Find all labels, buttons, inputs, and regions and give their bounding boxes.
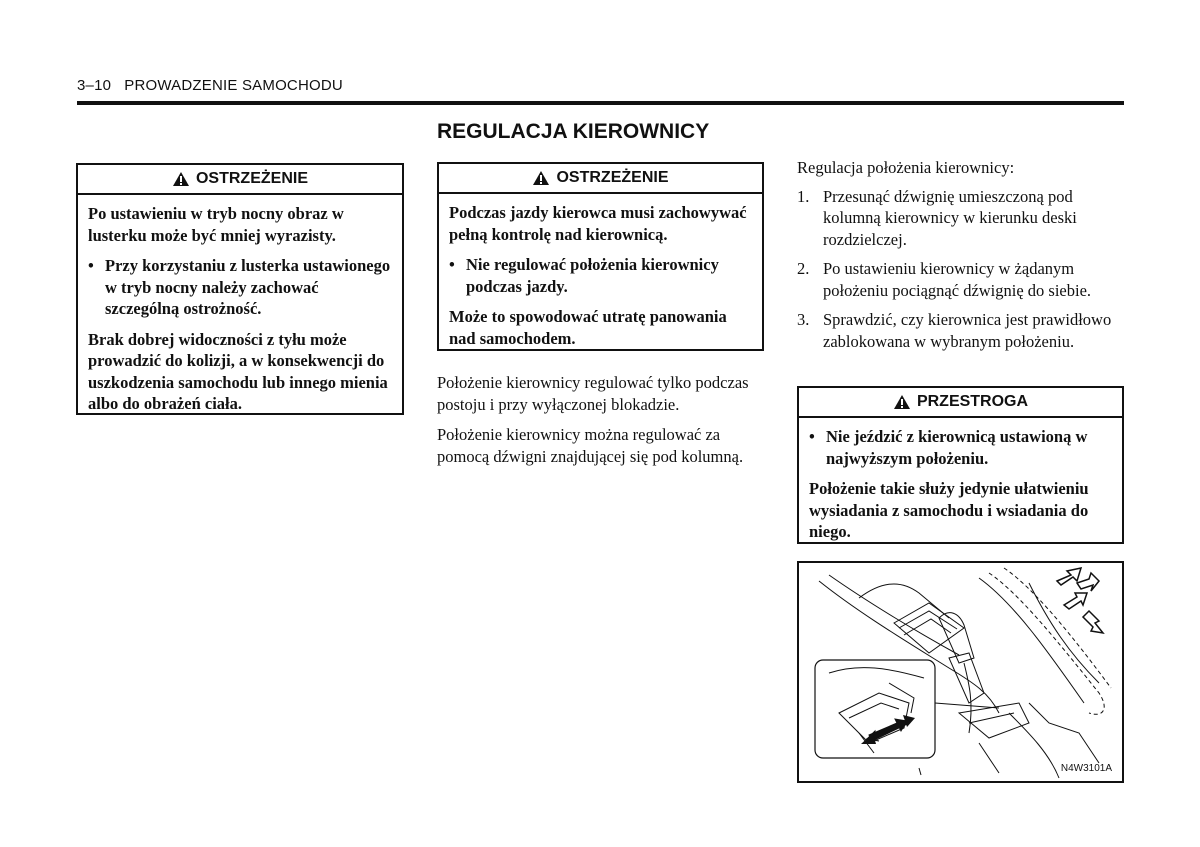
caution-box (797, 386, 1124, 544)
caution-bullet: • Nie jeździć z kierownicą ustawioną w najwyższym położeniu. (809, 427, 1088, 468)
warning-label: OSTRZEŻENIE (556, 169, 669, 186)
caution-outro: Położenie takie służy jedynie ułatwieniu wysiadania z samochodu i wsiadania do niego. (809, 479, 1089, 541)
warning-box-steering (437, 162, 764, 351)
section-title: REGULACJA KIEROWNICY (437, 120, 710, 143)
warning-bullet: • Nie regulować położenia kierownicy podczas jazdy. (449, 255, 719, 296)
warning-label: OSTRZEŻENIE (195, 170, 308, 187)
bullet-dot: • (809, 427, 815, 446)
list-item: 1. Przesunąć dźwignię umieszczoną pod kolumną kierownicy w kierunku deski rozdzielczej. (797, 186, 1077, 249)
warning-intro: Podczas jazdy kierowca musi zachowywać pełną kontrolę nad kierownicą. (449, 203, 747, 244)
middle-text (437, 372, 772, 476)
warning-header (439, 164, 762, 194)
warning-intro: Po ustawieniu w tryb nocny obraz w lusterku może być mniej wyrazisty. (88, 204, 344, 245)
caution-label: PRZESTROGA (916, 393, 1029, 410)
steps-list (797, 186, 1127, 353)
page-header (77, 77, 343, 94)
bullet-dot: • (449, 255, 455, 274)
list-item: 2. Po ustawieniu kierownicy w żądanym położeniu pociągnąć dźwignię do siebie. (797, 259, 1092, 300)
figure-code: N4W3101A (1060, 763, 1112, 774)
warning-header (78, 165, 402, 195)
paragraph-adjust-lever: Położenie kierownicy można regulować za pomocą dźwigni znajdującej się pod kolumną. (437, 425, 744, 466)
warning-outro: Może to spowodować utratę panowania nad samochodem. (449, 307, 727, 348)
warning-triangle-icon (532, 170, 550, 186)
header-divider (77, 101, 1124, 105)
warning-bullet: • Przy korzystaniu z lusterka ustawionego w tryb nocny należy zachować szczególną ostrożność. (88, 256, 391, 318)
bullet-dot: • (88, 256, 94, 275)
steering-adjust-illustration (797, 561, 1124, 783)
steps-intro: Regulacja położenia kierownicy: (797, 158, 1015, 177)
right-text (797, 157, 1127, 360)
chapter-title: PROWADZENIE SAMOCHODU (124, 77, 343, 94)
warning-box-mirror (76, 163, 404, 415)
caution-header (799, 388, 1122, 418)
warning-triangle-icon (172, 171, 190, 187)
warning-outro: Brak dobrej widoczności z tyłu może prowadzić do kolizji, a w konsekwencji do uszkodzenia samochodu lub innego mienia albo do obrażeń ciała. (88, 329, 388, 413)
paragraph-adjust-conditions: Położenie kierownicy regulować tylko podczas postoju i przy wyłączonej blokadzie. (437, 373, 749, 414)
list-item: 3. Sprawdzić, czy kierownica jest prawidłowo zablokowana w wybranym położeniu. (797, 310, 1112, 351)
warning-triangle-icon (893, 394, 911, 410)
illustration-drawing (799, 563, 1122, 781)
page-number: 3–10 (77, 77, 112, 94)
